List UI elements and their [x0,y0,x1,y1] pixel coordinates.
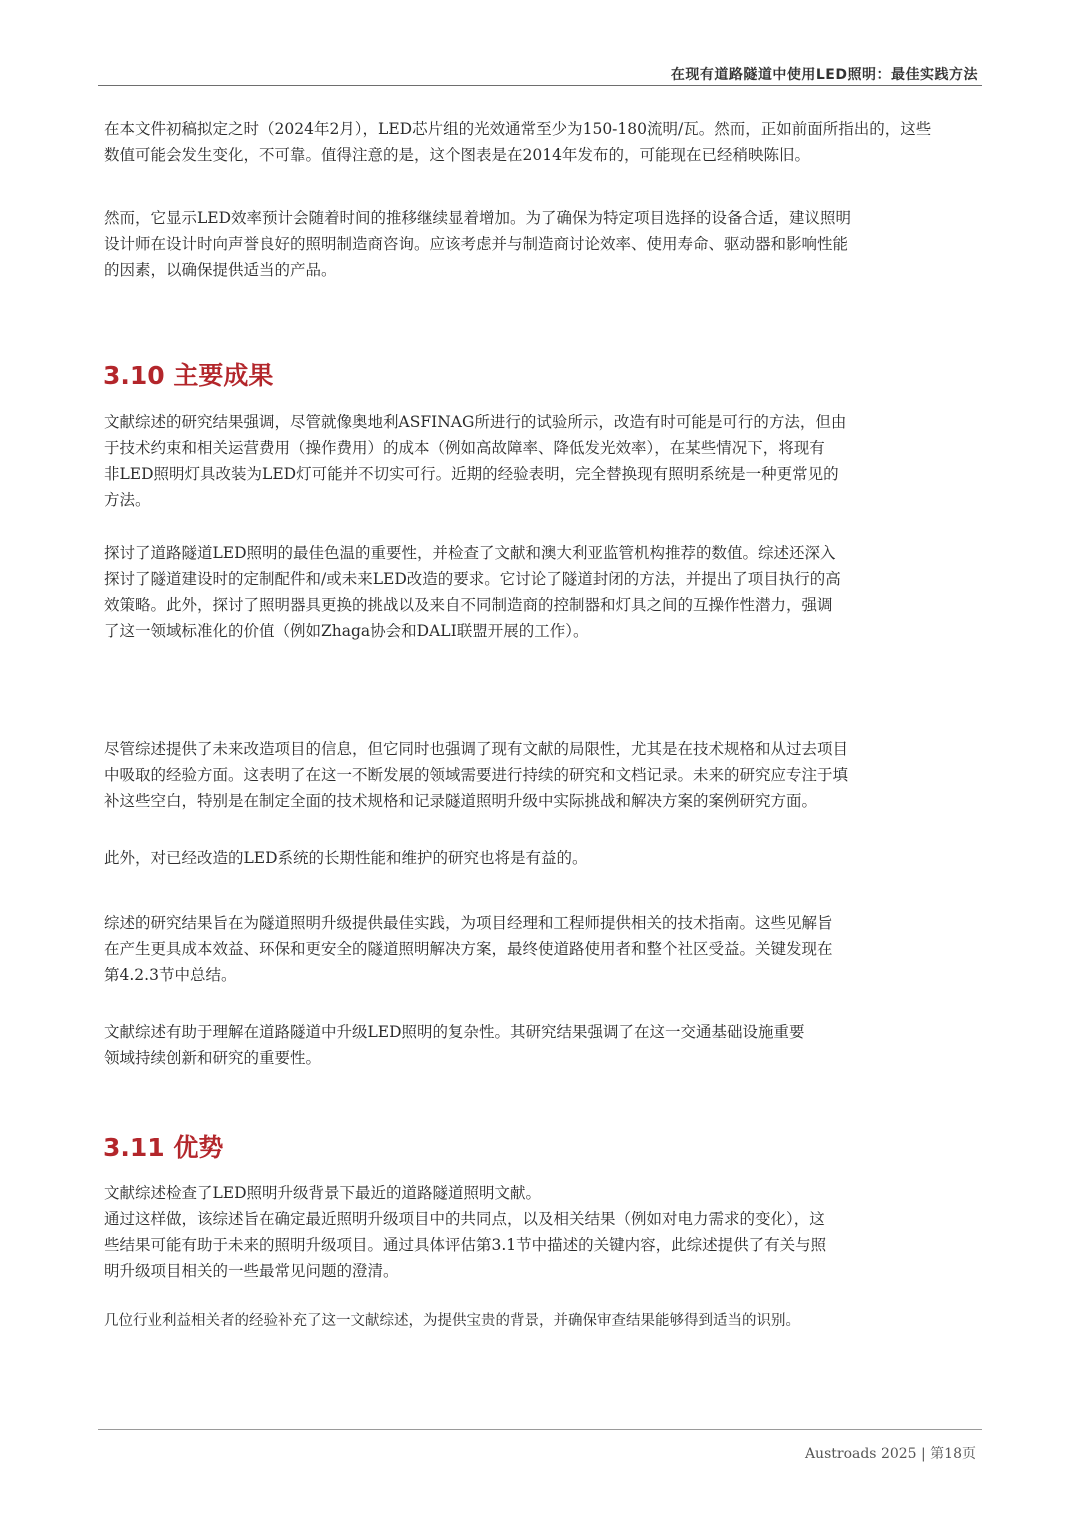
text-line: 探讨了隧道建设时的定制配件和/或未来LED改造的要求。它讨论了隧道封闭的方法，并提出了项目执行的高 [104,570,841,588]
text-line: 明升级项目相关的一些最常见问题的澄清。 [104,1262,399,1280]
text-line: 几位行业利益相关者的经验补充了这一文献综述，为提供宝贵的背景，并确保审查结果能够得到适当的识别。 [104,1313,800,1329]
section-heading-main-results: 3.10 主要成果 [103,361,274,390]
running-header-title: 在现有道路隧道中使用LED照明：最佳实践方法 [670,67,978,83]
text-line: 在产生更具成本效益、环保和更安全的隧道照明解决方案，最终使道路使用者和整个社区受益。关键发现在 [104,940,833,958]
text-line: 文献综述有助于理解在道路隧道中升级LED照明的复杂性。其研究结果强调了在这一交通基础设施重要 [104,1023,805,1041]
text-line: 尽管综述提供了未来改造项目的信息，但它同时也强调了现有文献的局限性，尤其是在技术规格和从过去项目 [104,740,849,758]
paragraph-complexity [104,1019,984,1071]
text-line: 于技术约束和相关运营费用（操作费用）的成本（例如高故障率、降低发光效率），在某些情况下，将现有 [104,439,825,457]
text-line: 然而，它显示LED效率预计会随着时间的推移继续显着增加。为了确保为特定项目选择的设备合适，建议照明 [104,209,852,227]
footer-divider [98,1429,982,1430]
text-line: 了这一领域标准化的价值（例如Zhaga协会和DALI联盟开展的工作）。 [104,622,589,640]
text-line: 探讨了道路隧道LED照明的最佳色温的重要性，并检查了文献和澳大利亚监管机构推荐的数值。综述还深入 [104,544,836,562]
paragraph-retrofit-findings [104,409,984,513]
paragraph-stakeholders [104,1308,984,1334]
text-line: 方法。 [104,491,151,509]
paragraph-long-term-research [104,845,984,871]
footer-page-info: Austroads 2025 | 第18页 [804,1446,976,1462]
text-line: 些结果可能有助于未来的照明升级项目。通过具体评估第3.1节中描述的关键内容，此综述提供了有关与照 [104,1236,827,1254]
header-divider [98,85,982,86]
text-line: 领域持续创新和研究的重要性。 [104,1049,322,1067]
paragraph-strengths-review [104,1180,984,1284]
text-line: 第4.2.3节中总结。 [104,966,237,984]
paragraph-led-efficiency-trend [104,205,984,283]
text-line: 此外，对已经改造的LED系统的长期性能和维护的研究也将是有益的。 [104,849,588,867]
paragraph-literature-limitations [104,736,984,814]
text-line: 在本文件初稿拟定之时（2024年2月），LED芯片组的光效通常至少为150-180流明/瓦。然而，正如前面所指出的，这些 [104,120,932,138]
text-line: 综述的研究结果旨在为隧道照明升级提供最佳实践，为项目经理和工程师提供相关的技术指南。这些见解旨 [104,914,833,932]
section-heading-strengths: 3.11 优势 [103,1133,224,1162]
text-line: 设计师在设计时向声誉良好的照明制造商咨询。应该考虑并与制造商讨论效率、使用寿命、驱动器和影响性能 [104,235,849,253]
text-line: 补这些空白，特别是在制定全面的技术规格和记录隧道照明升级中实际挑战和解决方案的案例研究方面。 [104,792,818,810]
text-line: 通过这样做，该综述旨在确定最近照明升级项目中的共同点，以及相关结果（例如对电力需求的变化），这 [104,1210,825,1228]
text-line: 中吸取的经验方面。这表明了在这一不断发展的领域需要进行持续的研究和文档记录。未来的研究应专注于填 [104,766,849,784]
paragraph-color-temperature [104,540,984,644]
text-line: 非LED照明灯具改装为LED灯可能并不切实可行。近期的经验表明，完全替换现有照明系统是一种更常见的 [104,465,839,483]
text-line: 的因素，以确保提供适当的产品。 [104,261,337,279]
text-line: 文献综述检查了LED照明升级背景下最近的道路隧道照明文献。 [104,1184,542,1202]
text-line: 数值可能会发生变化，不可靠。值得注意的是，这个图表是在2014年发布的，可能现在已经稍映陈旧。 [104,146,810,164]
paragraph-led-efficacy [104,116,984,168]
paragraph-best-practice [104,910,984,988]
text-line: 效策略。此外，探讨了照明器具更换的挑战以及来自不同制造商的控制器和灯具之间的互操作性潜力，强调 [104,596,833,614]
text-line: 文献综述的研究结果强调，尽管就像奥地利ASFINAG所进行的试验所示，改造有时可能是可行的方法，但由 [104,413,847,431]
